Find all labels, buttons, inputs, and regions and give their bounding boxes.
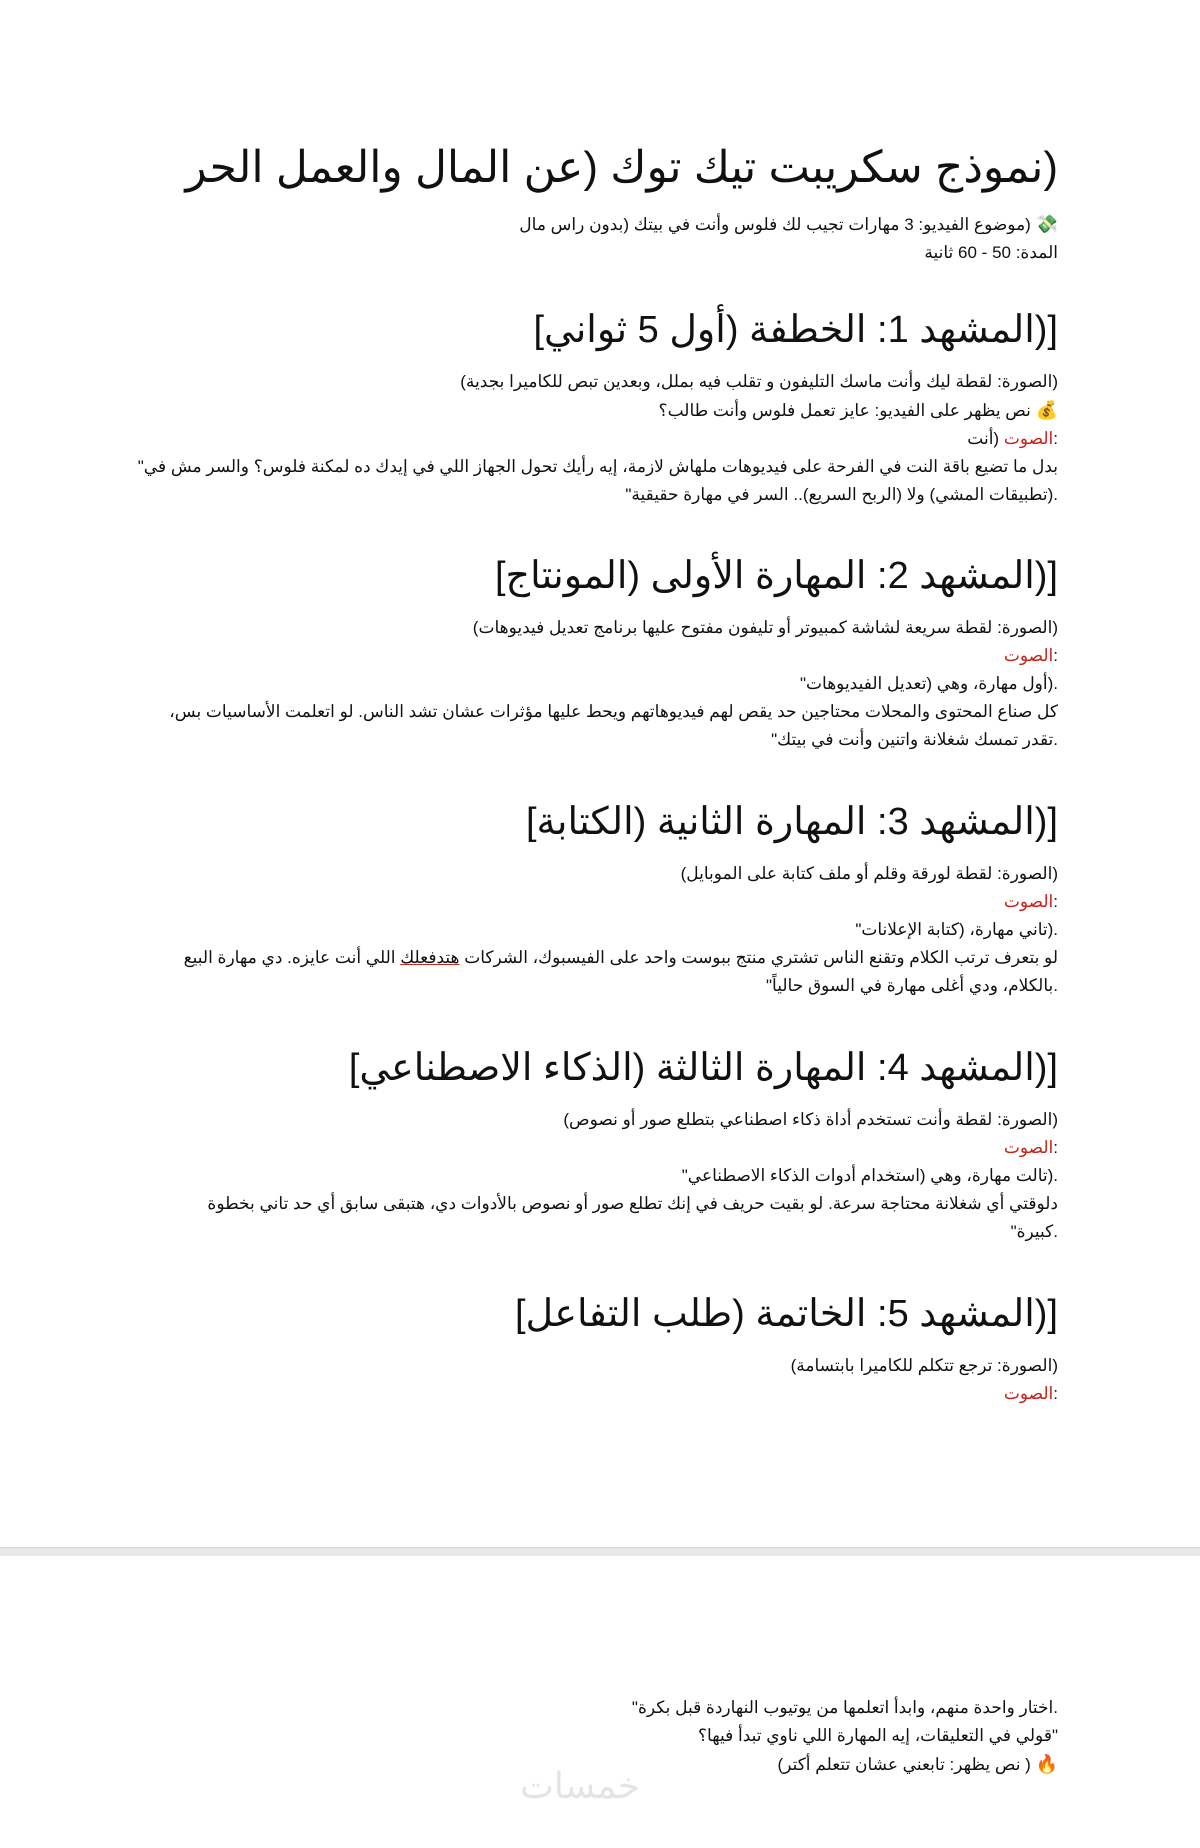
scene-heading: [(المشهد 2: المهارة الأولى (المونتاج]: [494, 555, 1058, 597]
scene-heading: [(المشهد 4: المهارة الثالثة (الذكاء الاصطناعي]: [348, 1047, 1058, 1089]
voice-line: .كبيرة": [1010, 1222, 1058, 1241]
image-direction: (الصورة: ترجع تتكلم للكاميرا بابتسامة): [790, 1356, 1058, 1375]
voice-label: الصوت: [1003, 892, 1054, 911]
topic-text: (موضوع الفيديو: 3 مهارات تجيب لك فلوس وأنت في بيتك (بدون راس مال: [519, 215, 1031, 234]
scene-4: [138, 1042, 1058, 1094]
flagged-word: هتدفعلك: [400, 948, 460, 967]
scene-heading: [(المشهد 1: الخطفة (أول 5 ثواني]: [533, 309, 1058, 351]
voice-line: .(تالت مهارة، وهي (استخدام أدوات الذكاء الاصطناعي": [681, 1166, 1058, 1185]
topic-line: [138, 210, 1058, 239]
voice-colon: :: [1053, 892, 1058, 911]
scene-3: [138, 796, 1058, 848]
image-direction: (الصورة: لقطة سريعة لشاشة كمبيوتر أو تليفون مفتوح عليها برنامج تعديل فيديوهات): [472, 618, 1058, 637]
voice-label: الصوت: [1003, 429, 1054, 448]
meta-block: [138, 210, 1058, 267]
scene-5-body: [138, 1352, 1058, 1408]
scene-5: [138, 1288, 1058, 1340]
image-direction: (الصورة: لقطة لورقة وقلم أو ملف كتابة على الموبايل): [680, 864, 1058, 883]
overlay-line: [138, 396, 1058, 425]
duration-line: المدة: 50 - 60 ثانية: [924, 243, 1058, 262]
overlay-text: نص يظهر على الفيديو: عايز تعمل فلوس وأنت طالب؟: [658, 401, 1031, 420]
voice-label: الصوت: [1003, 1384, 1054, 1403]
scene-3-body: [138, 860, 1058, 1000]
image-direction: (الصورة: لقطة وأنت تستخدم أداة ذكاء اصطناعي بتطلع صور أو نصوص): [563, 1110, 1058, 1129]
voice-text: لو بتعرف ترتب الكلام وتقنع الناس تشتري منتج ببوست واحد على الفيسبوك، الشركات: [459, 948, 1058, 967]
voice-line: .(تطبيقات المشي) ولا (الربح السريع).. السر في مهارة حقيقية": [625, 485, 1058, 504]
voice-line: .تقدر تمسك شغلانة واتنين وأنت في بيتك": [771, 730, 1058, 749]
scene-heading: [(المشهد 5: الخاتمة (طلب التفاعل]: [515, 1293, 1058, 1335]
voice-line: .(تاني مهارة، (كتابة الإعلانات": [855, 920, 1058, 939]
voice-label-line: [138, 1380, 1058, 1408]
voice-label: الصوت: [1003, 646, 1054, 665]
voice-line: بدل ما تضيع باقة النت في الفرحة على فيديوهات ملهاش لازمة، إيه رأيك تحول الجهاز اللي في إيدك ده لمكنة فلوس؟ والسر مش في": [137, 457, 1058, 476]
title-block: [138, 140, 1058, 196]
scene-1: [138, 304, 1058, 356]
overlay-text: ( نص يظهر: تابعني عشان تتعلم أكتر): [777, 1755, 1031, 1774]
voice-line: .اختار واحدة منهم، وابدأ اتعلمها من يوتيوب النهاردة قبل بكرة": [631, 1698, 1058, 1717]
voice-text: اللي أنت عايزه. دي مهارة البيع: [183, 948, 401, 967]
voice-label-line: [138, 1134, 1058, 1162]
voice-label-line: [138, 642, 1058, 670]
image-direction: (الصورة: لقطة ليك وأنت ماسك التليفون و تقلب فيه بملل، وبعدين تبص للكاميرا بجدية): [460, 372, 1058, 391]
document-title: (نموذج سكريبت تيك توك (عن المال والعمل الحر: [185, 143, 1058, 192]
money-wings-icon: 💸: [1035, 214, 1058, 234]
scene-2-body: [138, 614, 1058, 754]
voice-label-line: [138, 888, 1058, 916]
voice-label-line: [138, 425, 1058, 453]
voice-colon: :: [1053, 1384, 1058, 1403]
scene-4-body: [138, 1106, 1058, 1246]
voice-line: [138, 944, 1058, 972]
scene-1-body: [138, 368, 1058, 509]
voice-colon: :: [1053, 646, 1058, 665]
voice-line: كل صناع المحتوى والمحلات محتاجين حد يقص لهم فيديوهاتهم ويحط عليها مؤثرات عشان تشد الناس. لو اتعلمت الأساسيات بس،: [169, 702, 1058, 721]
voice-line: .بالكلام، ودي أغلى مهارة في السوق حالياً": [766, 976, 1058, 995]
voice-label: الصوت: [1003, 1138, 1054, 1157]
fire-icon: 🔥: [1035, 1754, 1058, 1774]
scene-2: [138, 550, 1058, 602]
voice-colon: :: [1053, 429, 1058, 448]
khamsat-watermark: خمسات: [520, 1766, 641, 1807]
scene-heading: [(المشهد 3: المهارة الثانية (الكتابة]: [525, 801, 1058, 843]
voice-line: .(أول مهارة، وهي (تعديل الفيديوهات": [799, 674, 1058, 693]
money-bag-icon: 💰: [1035, 400, 1058, 420]
voice-line: "قولي في التعليقات، إيه المهارة اللي ناوي تبدأ فيها؟: [698, 1726, 1058, 1745]
voice-colon: :: [1053, 1138, 1058, 1157]
voice-speaker: (أنت: [967, 429, 1004, 448]
voice-line: دلوقتي أي شغلانة محتاجة سرعة. لو بقيت حريف في إنك تطلع صور أو نصوص بالأدوات دي، هتبقى سابق أي حد تاني بخطوة: [207, 1194, 1058, 1213]
